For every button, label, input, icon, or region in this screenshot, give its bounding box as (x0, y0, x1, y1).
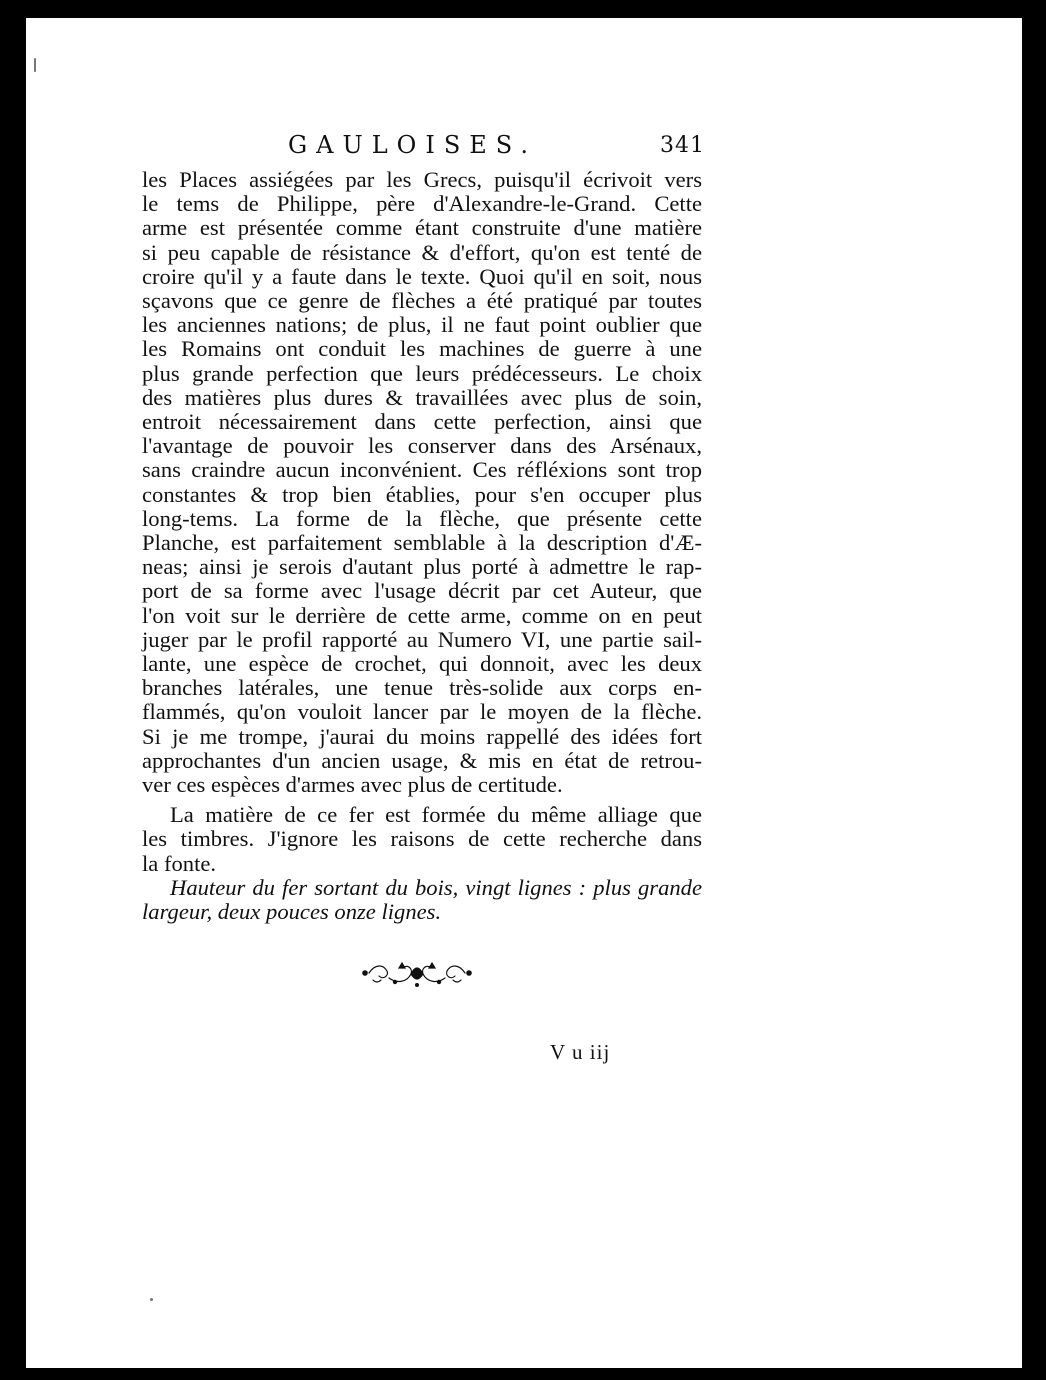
text-line: la fonte. (142, 850, 217, 876)
text-line: constantes & trop bien établies, pour s'en occuper plus (142, 481, 702, 507)
body-text (142, 168, 702, 924)
text-line: lante, une espèce de crochet, qui donnoit, avec les deux (142, 651, 702, 677)
text-line: le tems de Philippe, père d'Alexandre-le-Grand. Cette (142, 191, 702, 217)
text-line: les timbres. J'ignore les raisons de cette recherche dans (142, 826, 702, 852)
text-line: port de sa forme avec l'usage décrit par cet Auteur, que (142, 578, 702, 604)
text-line: arme est présentée comme étant construite d'une matière (142, 215, 702, 241)
text-line: branches latérales, une tenue très-solide aux corps en- (142, 675, 702, 701)
text-line: Hauteur du fer sortant du bois, vingt lignes : plus grande (170, 874, 702, 900)
text-line: long-tems. La forme de la flèche, que présente cette (142, 505, 702, 531)
page-number: 341 (660, 133, 705, 158)
text-line: si peu capable de résistance & d'effort, qu'on est tenté de (142, 239, 702, 265)
text-line: des matières plus dures & travaillées avec plus de soin, (142, 384, 702, 410)
running-head (26, 131, 1022, 171)
text-line: les anciennes nations; de plus, il ne faut point oublier que (142, 312, 702, 338)
text-line: sans craindre aucun inconvénient. Ces réfléxions sont trop (142, 457, 702, 483)
text-line: plus grande perfection que leurs prédécesseurs. Le choix (142, 360, 702, 386)
text-line: Planche, est parfaitement semblable à la description d'Æ- (142, 530, 702, 556)
text-line: approchantes d'un ancien usage, & mis en état de retrou- (142, 747, 702, 773)
text-line: entroit nécessairement dans cette perfection, ainsi que (142, 409, 702, 435)
running-title: GAULOISES. (288, 131, 537, 159)
signature-mark: V u iij (550, 1040, 611, 1064)
fleuron-ornament-icon (359, 958, 475, 988)
text-line: neas; ainsi je serois d'autant plus porté à admettre le rap- (142, 554, 702, 580)
paragraph (142, 803, 702, 876)
text-line: Si je me trompe, j'aurai du moins rappellé des idées fort (142, 723, 702, 749)
paper-edge-mark (34, 58, 36, 72)
text-line: La matière de ce fer est formée du même alliage que (170, 802, 702, 828)
book-page (26, 18, 1022, 1368)
text-line: l'avantage de pouvoir les conserver dans des Arsénaux, (142, 433, 702, 459)
paragraph (142, 168, 702, 797)
text-line: l'on voit sur le derrière de cette arme, comme on en peut (142, 602, 702, 628)
text-line: croire qu'il y a faute dans le texte. Quoi qu'il en soit, nous (142, 263, 702, 289)
paper-speck (150, 1298, 153, 1301)
text-line: juger par le profil rapporté au Numero VI, une partie sail- (142, 626, 702, 652)
dimensions-note (142, 876, 702, 924)
text-line: les Romains ont conduit les machines de guerre à une (142, 336, 702, 362)
text-line: les Places assiégées par les Grecs, puisqu'il écrivoit vers (142, 167, 702, 192)
text-line: ver ces espèces d'armes avec plus de certitude. (142, 772, 563, 798)
text-line: largeur, deux pouces onze lignes. (142, 899, 442, 925)
text-line: flammés, qu'on vouloit lancer par le moyen de la flèche. (142, 699, 702, 725)
text-line: sçavons que ce genre de flèches a été pratiqué par toutes (142, 288, 702, 314)
